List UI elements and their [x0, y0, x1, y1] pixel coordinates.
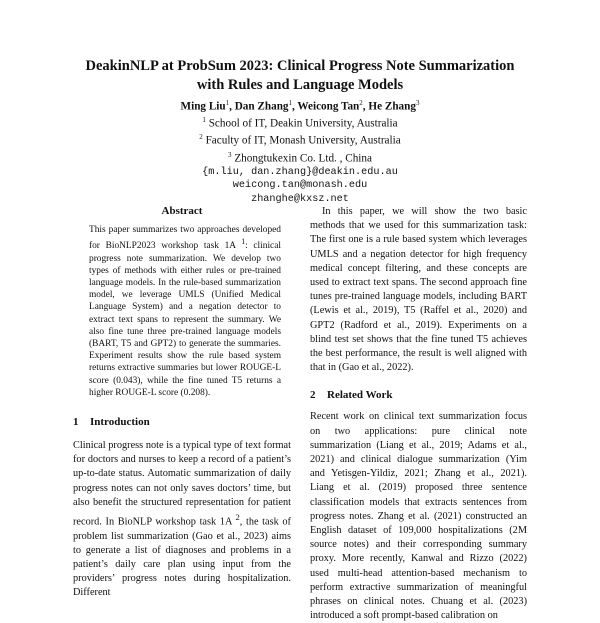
left-column: [73, 205, 291, 601]
affiliation: $^2$ Faculty of IT, Monash University, Australia: [199, 133, 401, 148]
author-name: Weicong Tan: [297, 100, 360, 113]
author-sup: 1: [288, 99, 293, 107]
author-sup: 3: [415, 99, 420, 107]
abstract-text: This paper summarizes two approaches developed for BioNLP2023 workshop task 1A $^1$: clinical progress note summarization. We develop two types of methods with either rules or pre-trained language models. In the rule-based summarization model, we leverage UMLS (Unified Medical Language System) and a negation detector to extract text spans to represent the summary. We also fine tune three pre-trained language models (BART, T5 and GPT2) to generate the summaries. Experiment results show the rule based system returns extractive summaries but lower ROUGE-L score (0.043), while the fine tuned T5 returns a higher ROUGE-L score (0.208).: [89, 225, 281, 398]
introduction-text: Clinical progress note is a typical type of text format for doctors and nurses to keep a record of a patient’s up-to-date status. Automatic summarization of daily progress notes can not only saves doctors’ time, but also benefit the structured representation for patient record. In BioNLP workshop task 1A $^2$, the task of problem list summarization (Gao et al., 2023) aims to generate a list of diagnoses and problems in a patient’s daily care plan using input from the providers’ progress notes during hospitalization. Different: [73, 439, 291, 599]
author-sup: 1: [225, 99, 230, 107]
section-heading-introduction: 1 Introduction: [73, 415, 150, 428]
footnote-mark: 1: [241, 237, 246, 247]
section-heading-related-work: 2 Related Work: [310, 389, 393, 402]
right-column: [310, 205, 527, 623]
author-name: Dan Zhang: [234, 100, 289, 113]
title-line-2: with Rules and Language Models: [196, 77, 404, 93]
related-work-text: Recent work on clinical text summarization focus on two applications: pure clinical note summarization (Liang et al., 2019; Adams et al., 2021) and clinical dialogue summarization (Yim and Yetisgen-Yildiz, 2021; Zhang et al., 2021). Liang et al. (2019) proposed three sentence classification models that extracts sentences from progress notes. Zhang et al. (2021) constructed an English dataset of 109,000 hospitalizations (2M source notes) and their corresponding summary proxy. More recently, Kanwal and Rizzo (2022) used multi-head attention-based mechanism to perform extractive summarization of meaningful phrases on clinical notes. Chuang et al. (2023) introduced a soft prompt-based calibration on: [310, 411, 527, 622]
author-email: weicong.tan@monash.edu: [232, 180, 368, 192]
footnote-mark: 2: [235, 511, 240, 522]
abstract-heading: Abstract: [161, 205, 203, 217]
paragraph: In this paper, we will show the two basic methods that we used for this summarization task: The first one is a rule based system which leverages UMLS and a negation detector for high frequency medical concept filtering, and these concepts are used to extract text spans. The second approach fine tunes pre-trained language models, including BART (Lewis et al., 2019), T5 (Raffel et al., 2020) and GPT2 (Radford et al., 2019). Experiments on a blind test set shows that the fine tuned T5 achieves the best performance, the result is well aligned with that in (Gao et al., 2022).: [310, 206, 527, 374]
paper-title: [0, 57, 600, 95]
author-name: Ming Liu: [180, 100, 226, 113]
affiliation: $^1$ School of IT, Deakin University, Australia: [202, 116, 398, 130]
author-sup: 2: [359, 99, 363, 107]
author-list: Ming Liu$^1$, Dan Zhang$^1$, Weicong Tan$^2$, He Zhang$^3$: [180, 99, 420, 113]
title-line-1: DeakinNLP at ProbSum 2023: Clinical Progress Note Summarization: [85, 58, 515, 74]
affiliation: $^3$ Zhongtukexin Co. Ltd. , China: [228, 150, 372, 165]
author-block: [0, 97, 600, 206]
author-name: He Zhang: [368, 100, 416, 113]
author-email: {m.liu, dan.zhang}@deakin.edu.au: [202, 166, 398, 178]
author-email: zhanghe@kxsz.net: [251, 193, 349, 205]
